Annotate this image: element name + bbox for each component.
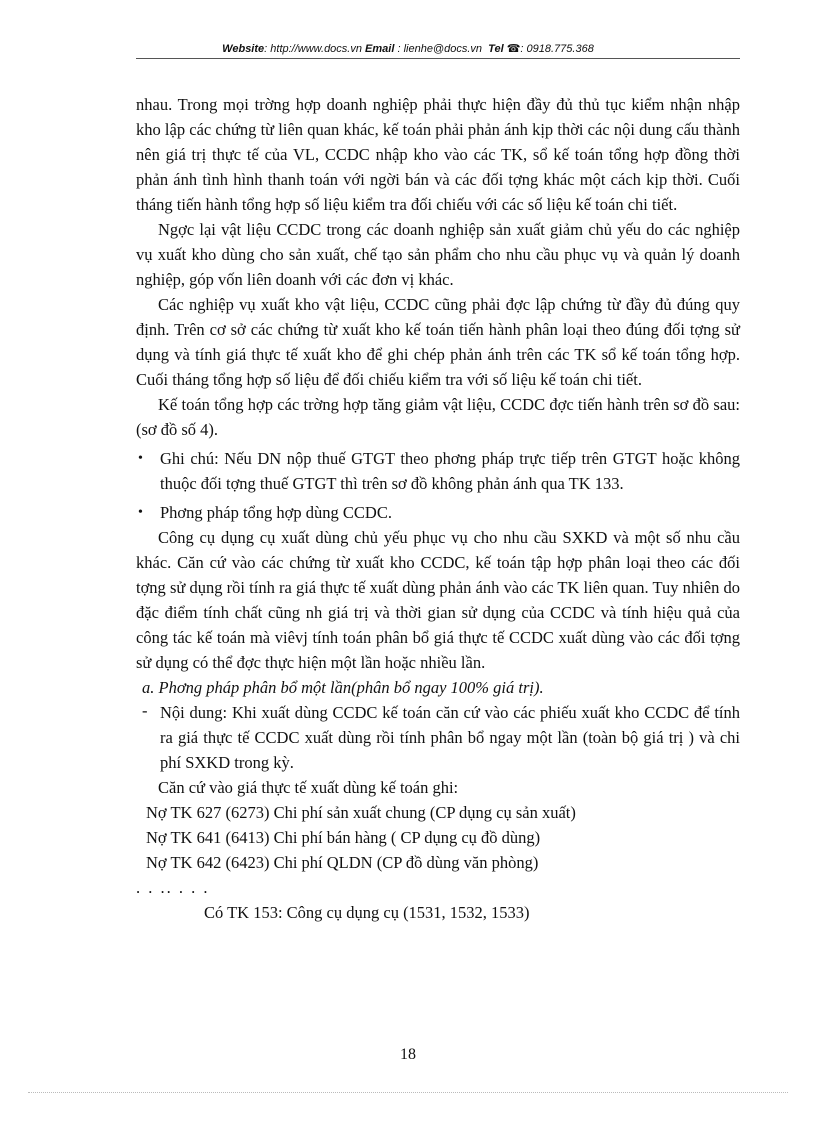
tel-value: : 0918.775.368 <box>520 43 594 55</box>
dash-text: Nội dung: Khi xuất dùng CCDC kế toán căn cứ vào các phiếu xuất kho CCDC để tính ra giá thực tế CCDC xuất dùng rồi tính phân bổ ngay một lần (toàn bộ giá trị ) và chi phí SXKD trong kỳ. <box>160 703 740 772</box>
credit-entry-153: Có TK 153: Công cụ dụng cụ (1531, 1532, 1533) <box>204 903 530 922</box>
footer-divider <box>28 1092 788 1093</box>
paragraph-1: nhau. Trong mọi trờng hợp doanh nghiệp phải thực hiện đầy đủ thủ tục kiểm nhận nhập kho lập các chứng từ liên quan khác, kế toán phải phản ánh kịp thời các nội dung cấu thành nên giá trị thực tế của VL, CCDC nhập kho vào các TK, sổ kế toán tổng hợp đồng thời phản ánh tình hình thanh toán với ngời bán và các đối tợng khác một cách kịp thời. Cuối tháng tiến hành tổng hợp số liệu kiểm tra đối chiếu với các số liệu kế toán chi tiết. <box>136 95 740 214</box>
paragraph-2: Ngợc lại vật liệu CCDC trong các doanh nghiệp sản xuất giảm chủ yếu do các nghiệp vụ xuất kho dùng cho sản xuất, chế tạo sản phẩm cho nhu cầu phục vụ và quản lý doanh nghiệp, góp vốn liên doanh với các đơn vị khác. <box>136 220 740 289</box>
paragraph-4: Kế toán tổng hợp các trờng hợp tăng giảm vật liệu, CCDC đợc tiến hành trên sơ đồ sau: (sơ đồ số 4). <box>136 395 740 439</box>
dash-item-content <box>136 700 740 775</box>
tel-label: Tel <box>488 43 504 55</box>
header-divider <box>136 58 740 59</box>
bullet-item-method <box>136 500 740 525</box>
bullet-icon: • <box>138 451 143 466</box>
dash-icon: - <box>142 701 148 720</box>
paragraph-6: Căn cứ vào giá thực tế xuất dùng kế toán ghi: <box>158 778 459 797</box>
debit-entry-642: Nợ TK 642 (6423) Chi phí QLDN (CP đồ dùng văn phòng) <box>146 853 539 872</box>
bullet-item-note <box>136 446 740 496</box>
section-heading-a: a. Phơng pháp phân bổ một lần(phân bổ ngay 100% giá trị). <box>142 678 544 697</box>
document-body <box>136 92 740 925</box>
bullet-text: Ghi chú: Nếu DN nộp thuế GTGT theo phơng pháp trực tiếp trên GTGT hoặc không thuộc đối tợng thuế GTGT thì trên sơ đồ không phản ánh qua TK 133. <box>160 449 740 493</box>
paragraph-5: Công cụ dụng cụ xuất dùng chủ yếu phục vụ cho nhu cầu SXKD và một số nhu cầu khác. Căn cứ vào các chứng từ xuất kho CCDC, kế toán tập hợp phân loại theo các đối tợng sử dụng rồi tính ra giá thực tế xuất dùng phản ánh vào các TK liên quan. Tuy nhiên do đặc điểm tính chất cũng nh giá trị và thời gian sử dụng của CCDC và tính hiệu quả của công tác kế toán mà viêvj tính toán phân bổ giá thực tế CCDC xuất dùng vào các đối tợng sử dụng có thể đợc thực hiện một lần hoặc nhiều lần. <box>136 528 740 672</box>
bullet-text: Phơng pháp tổng hợp dùng CCDC. <box>160 503 392 522</box>
page-number: 18 <box>400 1046 416 1063</box>
website-value: : http://www.docs.vn <box>264 43 362 55</box>
paragraph-3: Các nghiệp vụ xuất kho vật liệu, CCDC cũng phải đợc lập chứng từ đầy đủ đúng quy định. Trên cơ sở các chứng từ xuất kho kế toán tiến hành phân loại theo đúng đối tợng sử dụng và tính giá thực tế xuất kho để ghi chép phản ánh trên các TK sổ kế toán tổng hợp. Cuối tháng tổng hợp số liệu để đối chiếu kiểm tra với số liệu kế toán chi tiết. <box>136 295 740 389</box>
email-label: Email <box>365 43 395 55</box>
page-header <box>0 42 816 55</box>
email-value: : lienhe@docs.vn <box>394 43 483 55</box>
debit-entry-641: Nợ TK 641 (6413) Chi phí bán hàng ( CP dụng cụ đồ dùng) <box>146 828 541 847</box>
ellipsis-line: . . .. . . . <box>136 878 210 897</box>
phone-icon: ☎ <box>506 43 521 55</box>
bullet-icon: • <box>138 505 143 520</box>
website-label: Website <box>222 43 265 55</box>
debit-entry-627: Nợ TK 627 (6273) Chi phí sản xuất chung (CP dụng cụ sản xuất) <box>146 803 576 822</box>
